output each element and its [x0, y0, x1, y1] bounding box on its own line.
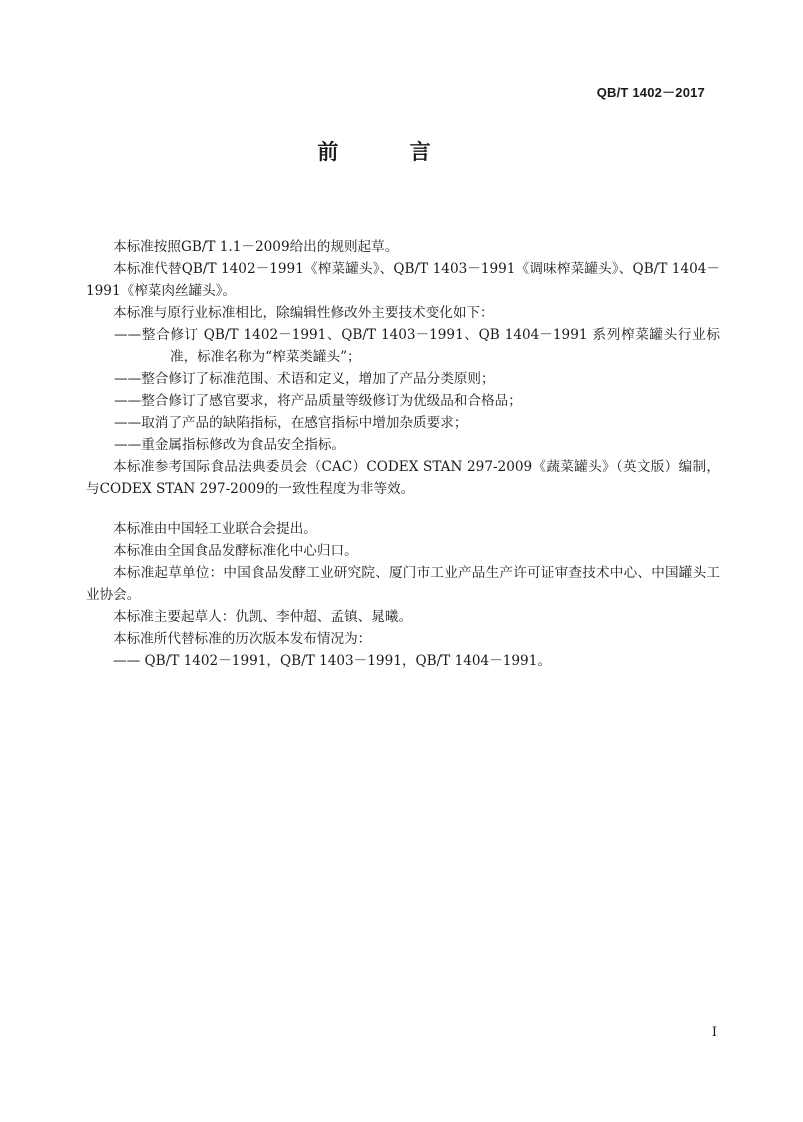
page-number: I: [711, 1025, 717, 1040]
paragraph-drafters: 本标准主要起草人：仇凯、李仲超、孟镇、晁曦。: [113, 609, 413, 625]
paragraph-proposer: 本标准由中国轻工业联合会提出。: [113, 521, 317, 537]
paragraph-reference: 本标准参考国际食品法典委员会（CAC）CODEX STAN 297-2009《蔬菜罐头》（英文版）编制，与CODEX STAN 297-2009的一致性程度为非等效。: [86, 459, 720, 497]
paragraph-replaces: 本标准代替QB/T 1402－1991《榨菜罐头》、QB/T 1403－1991《调味榨菜罐头》、QB/T 1404－1991《榨菜肉丝罐头》。: [86, 261, 720, 299]
change-item: ——整合修订 QB/T 1402－1991、QB/T 1403－1991、QB 1404－1991 系列榨菜罐头行业标准，标准名称为“榨菜类罐头”；: [114, 327, 720, 365]
change-item: ——重金属指标修改为食品安全指标。: [114, 437, 346, 453]
paragraph-drafting-rules: 本标准按照GB/T 1.1－2009给出的规则起草。: [113, 239, 399, 255]
change-item: ——整合修订了标准范围、术语和定义，增加了产品分类原则；: [114, 371, 495, 387]
page-title: 前 言: [317, 140, 463, 164]
foreword-body: [86, 236, 720, 672]
standard-number: QB/T 1402－2017: [596, 85, 705, 100]
paragraph-drafting-units: 本标准起草单位：中国食品发酵工业研究院、厦门市工业产品生产许可证审查技术中心、中国罐头工业协会。: [86, 565, 720, 603]
change-item: ——取消了产品的缺陷指标，在感官指标中增加杂质要求；: [114, 415, 468, 431]
change-item: ——整合修订了感官要求，将产品质量等级修订为优级品和合格品；: [114, 393, 522, 409]
paragraph-history-intro: 本标准所代替标准的历次版本发布情况为：: [113, 631, 372, 647]
paragraph-centralized: 本标准由全国食品发酵标准化中心归口。: [113, 543, 358, 559]
history-item: —— QB/T 1402－1991，QB/T 1403－1991，QB/T 1404－1991。: [113, 653, 551, 669]
paragraph-gap: [86, 500, 720, 518]
paragraph-changes-intro: 本标准与原行业标准相比，除编辑性修改外主要技术变化如下：: [113, 305, 494, 321]
